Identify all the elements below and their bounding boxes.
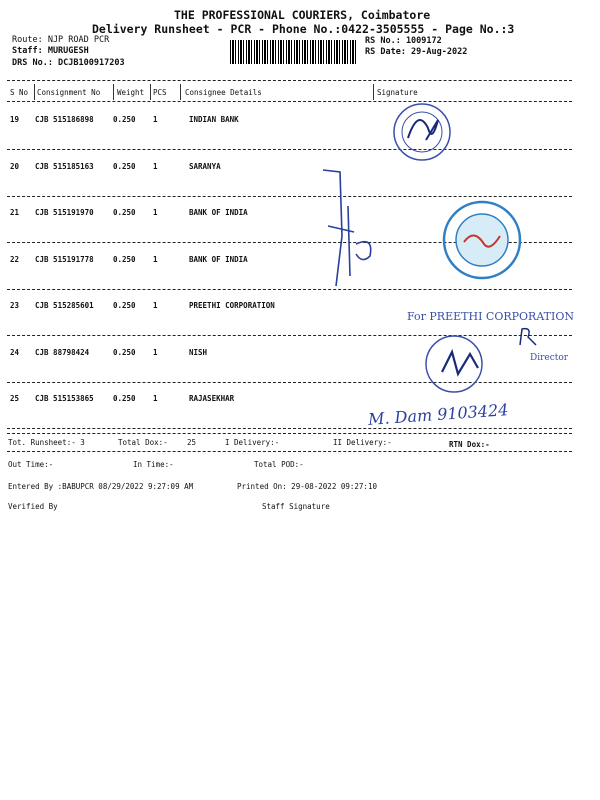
total-dox-label: Total Dox:- [118, 438, 168, 447]
out-time: Out Time:- [8, 460, 54, 469]
row-consignment: CJB 515191970 [35, 208, 94, 217]
barcode [230, 40, 358, 64]
row-consignee: RAJASEKHAR [189, 394, 235, 403]
row-consignment: CJB 515186898 [35, 115, 94, 124]
bank-of-india-stamp [440, 198, 524, 282]
row-consignee: INDIAN BANK [189, 115, 239, 124]
row-weight: 0.250 [113, 301, 136, 310]
company-name: THE PROFESSIONAL COURIERS, Coimbatore [174, 8, 431, 22]
row-weight: 0.250 [113, 115, 136, 124]
total-runsheet: Tot. Runsheet:- 3 [8, 438, 85, 447]
row-consignee: BANK OF INDIA [189, 255, 248, 264]
handwritten-signature [318, 166, 378, 296]
handwritten-note: M. Dam 9103424 [367, 400, 509, 429]
row-pcs: 1 [153, 162, 158, 171]
row-weight: 0.250 [113, 255, 136, 264]
verified-by: Verified By [8, 502, 58, 511]
row-pcs: 1 [153, 208, 158, 217]
row-pcs: 1 [153, 255, 158, 264]
rs-number: RS No.: 1009172 [365, 36, 442, 46]
row-sno: 24 [10, 348, 20, 357]
row-sno: 20 [10, 162, 20, 171]
col-pcs: PCS [153, 88, 167, 97]
printed-on: Printed On: 29-08-2022 09:27:10 [237, 482, 377, 491]
row-pcs: 1 [153, 115, 158, 124]
staff-info: Staff: MURUGESH [12, 46, 89, 56]
row-weight: 0.250 [113, 162, 136, 171]
row-consignee: PREETHI CORPORATION [189, 301, 275, 310]
entered-by: Entered By :BABUPCR 08/29/2022 9:27:09 AM [8, 482, 194, 491]
rtn-dox: RTN Dox:- [449, 440, 490, 449]
col-consignment: Consignment No [37, 88, 101, 97]
divider [7, 101, 572, 102]
row-sno: 19 [10, 115, 20, 124]
drs-number: DRS No.: DCJB100917203 [12, 58, 125, 68]
row-consignment: CJB 515285601 [35, 301, 94, 310]
col-signature: Signature [377, 88, 418, 97]
row-sno: 21 [10, 208, 20, 217]
row-pcs: 1 [153, 348, 158, 357]
row-weight: 0.250 [113, 208, 136, 217]
row-sno: 23 [10, 301, 20, 310]
first-delivery: I Delivery:- [225, 438, 280, 447]
row-weight: 0.250 [113, 394, 136, 403]
indian-bank-stamp [380, 98, 460, 163]
row-consignment: CJB 515185163 [35, 162, 94, 171]
row-consignee: NISH [189, 348, 208, 357]
col-sno: S No [10, 88, 29, 97]
preethi-stamp-text: For PREETHI CORPORATION [407, 310, 575, 323]
in-time: In Time:- [133, 460, 174, 469]
total-pod: Total POD:- [254, 460, 304, 469]
row-weight: 0.250 [113, 348, 136, 357]
row-sno: 22 [10, 255, 20, 264]
initial-signature [512, 325, 542, 349]
route-info: Route: NJP ROAD PCR [12, 35, 110, 45]
col-consignee: Consignee Details [185, 88, 262, 97]
row-pcs: 1 [153, 394, 158, 403]
runsheet-subtitle: Delivery Runsheet - PCR - Phone No.:0422-3505555 - Page No.:3 [92, 22, 515, 36]
row-divider [7, 428, 572, 429]
col-weight: Weight [117, 88, 145, 97]
divider [7, 451, 572, 452]
total-dox-value: 25 [187, 438, 197, 447]
rs-date: RS Date: 29-Aug-2022 [365, 47, 468, 57]
row-consignment: CJB 515191778 [35, 255, 94, 264]
row-consignment: CJB 515153865 [35, 394, 94, 403]
nish-stamp [418, 334, 498, 398]
staff-signature: Staff Signature [262, 502, 330, 511]
divider [7, 433, 572, 434]
row-divider [7, 289, 572, 290]
second-delivery: II Delivery:- [333, 438, 392, 447]
row-pcs: 1 [153, 301, 158, 310]
divider [7, 80, 572, 81]
row-consignee: BANK OF INDIA [189, 208, 248, 217]
preethi-stamp-role: Director [530, 353, 569, 363]
row-consignee: SARANYA [189, 162, 221, 171]
row-sno: 25 [10, 394, 20, 403]
row-divider [7, 149, 572, 150]
row-divider [7, 196, 572, 197]
row-consignment: CJB 88798424 [35, 348, 90, 357]
